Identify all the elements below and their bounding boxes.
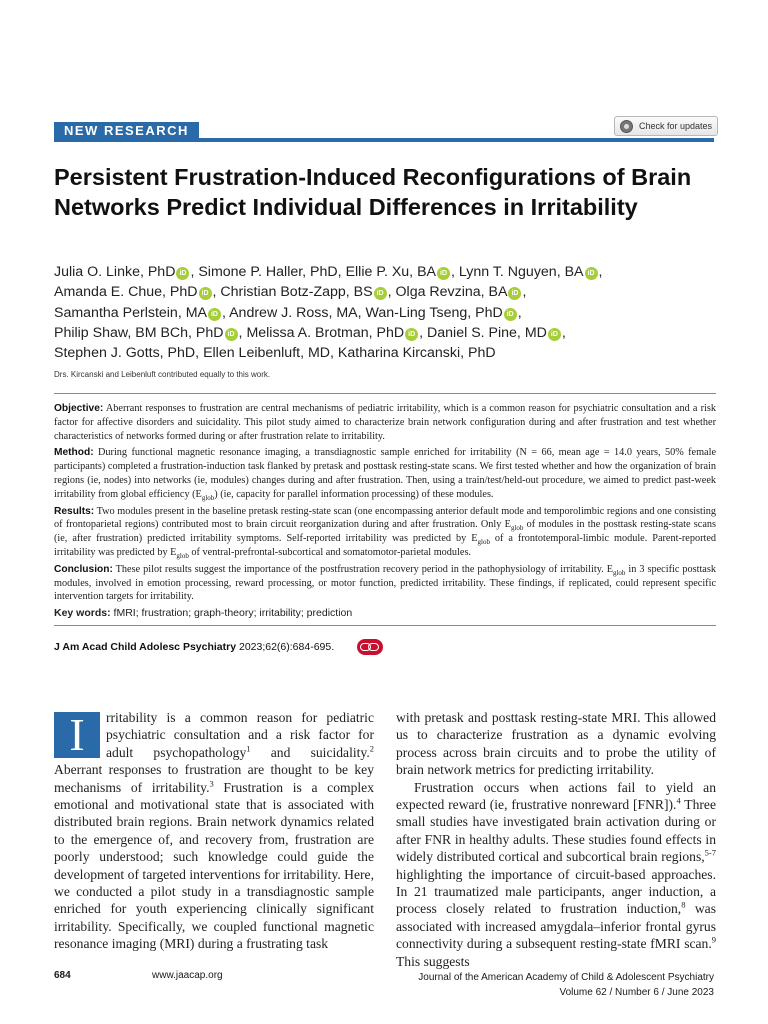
author-name: Wan-Ling Tseng, PhD [365, 304, 503, 321]
orcid-icon[interactable]: iD [199, 287, 212, 300]
orcid-icon[interactable]: iD [405, 328, 418, 341]
author-name: Amanda E. Chue, PhD [54, 284, 198, 301]
author-name: Andrew J. Ross, MA [229, 304, 358, 321]
author-name: Katharina Kircanski, PhD [337, 345, 496, 362]
orcid-icon[interactable]: iD [504, 308, 517, 321]
author-name: Samantha Perlstein, MA [54, 304, 207, 321]
drop-cap: I [54, 712, 100, 758]
author-name: Simone P. Haller, PhD [198, 264, 338, 280]
author-name: Ellen Leibenluft, MD [203, 345, 331, 362]
orcid-icon[interactable]: iD [508, 287, 521, 300]
journal-issue: Volume 62 / Number 6 / June 2023 [559, 987, 714, 998]
orcid-icon[interactable]: iD [208, 308, 221, 321]
section-tag: NEW RESEARCH [54, 122, 199, 140]
author-name: Melissa A. Brotman, PhD [246, 324, 405, 341]
body-column-left [54, 709, 374, 953]
article-title: Persistent Frustration-Induced Reconfigurations of Brain Networks Predict Individual Differences in Irritability [54, 164, 692, 220]
journal-footer [418, 970, 714, 1000]
author-name: Stephen J. Gotts, PhD [54, 345, 196, 362]
abstract-keywords: Key words: fMRI; frustration; graph-theory; irritability; prediction [54, 607, 353, 620]
author-name: Ellie P. Xu, BA [345, 264, 436, 280]
journal-name: Journal of the American Academy of Child & Adolescent Psychiatry [418, 972, 714, 983]
contribution-note: Drs. Kircanski and Leibenluft contributed equally to this work. [54, 370, 271, 379]
orcid-icon[interactable]: iD [548, 328, 561, 341]
body-paragraph: Frustration occurs when actions fail to yield an expected reward (ie, frustrative nonreward [FNR]).$^4$ Three small studies have investigated brain activation during or after FNR in healthy adults. These studies found effects in widely distributed cortical and subcortical brain regions,$^{5-7}$ highlighting the importance of circuit-based approaches. In 21 traumatized male participants, anger induction, a process closely related to frustration induction,$^8$ was associated with increased amygdala–inferior frontal gyrus connectivity during a subsequent resting-state fMRI scan.$^9$ This suggests [396, 779, 716, 969]
refresh-icon [620, 120, 633, 133]
check-for-updates-label: Check for updates [639, 121, 713, 131]
body-paragraph: with pretask and posttask resting-state MRI. This allowed us to characterize frustration as a dynamic evolving process across brain circuits and to probe the utility of brain network metrics for predicting irritability. [396, 710, 716, 778]
author-name: Lynn T. Nguyen, BA [458, 264, 584, 280]
citation: J Am Acad Child Adolesc Psychiatry 2023;62(6):684-695. [54, 641, 335, 653]
author-name: Philip Shaw, BM BCh, PhD [54, 324, 224, 341]
author-name: Daniel S. Pine, MD [427, 324, 547, 341]
abstract-method: Method: During functional magnetic resonance imaging, a transdiagnostic sample enriched for irritability (N = 66, mean age = 14.0 years, 50% female participants) completed a frustration-induction task flanked by pretask and posttask resting-state scans. We first tested whether and how the organization of brain regions (ie, nodes) into networks (ie, modules) changes during and after frustration. Then, using a train/test/held-out procedure, we aimed to predict past-week irritability from global efficiency $(E_{glob})$ (ie, capacity for parallel information processing) of these modules. [54, 447, 717, 502]
check-for-updates-button[interactable] [614, 116, 718, 136]
author-name: Olga Revzina, BA [395, 284, 508, 301]
orcid-icon[interactable]: iD [225, 328, 238, 341]
abstract-results: Results: Two modules present in the baseline pretask resting-state scan (one encompassing anterior default mode and temporolimbic regions and one consisting of frontoparietal regions) contributed most to brain circuit reorganization during and after frustration. Only $E_{glob}$ of modules in the posttask resting-state scans (ie, after frustration) predicted irritability symptoms. Self-reported irritability was predicted by $E_{glob}$ of a frontotemporal-limbic module. Parent-reported irritability was predicted by $E_{glob}$ of ventral-prefrontal-subcortical and somatomotor-parietal modules. [54, 505, 717, 561]
link-chain-icon[interactable] [357, 639, 383, 655]
body-paragraph: rritability is a common reason for pediatric psychiatric consultation and a risk factor for adult psychopathology$^1$ and suicidality.$^2$ Aberrant responses to frustration are thought to be key mechanisms of irritability.$^3$ Frustration is a complex emotional and motivational state that is associated with distributed brain regions. Brain network dynamics related to the emergence of, and recovery from, frustration are poorly understood; such knowledge could guide the development of targeted interventions for irritability. Here, we conducted a pilot study in a transdiagnostic sample enriched for youth experiencing clinically significant irritability. Specifically, we coupled functional magnetic resonance imaging (MRI) during a frustrating task [54, 710, 374, 952]
orcid-icon[interactable]: iD [585, 267, 598, 280]
abstract-objective: Objective: Aberrant responses to frustration are central mechanisms of pediatric irritability, which is a common reason for psychiatric consultation and a risk factor for affective disorders and suicidality. This pilot study aimed to characterize brain network configuration during and after frustration and test whether characteristics of networks formed during or after frustration relate to irritability. [54, 403, 716, 442]
abstract [54, 393, 716, 626]
orcid-icon[interactable]: iD [437, 267, 450, 280]
journal-url[interactable]: www.jaacap.org [152, 970, 223, 981]
author-name: Christian Botz-Zapp, BS [220, 284, 373, 301]
page-number: 684 [54, 970, 71, 981]
abstract-conclusion: Conclusion: These pilot results suggest the importance of the postfrustration recovery period in the pathophysiology of irritability. $E_{glob}$ in 3 specific posttask modules, involved in emotion processing, reward processing, or motor function, predicted irritability. These findings, if replicated, could represent specific intervention targets for irritability. [54, 563, 716, 603]
author-list: Julia O. Linke, PhD iD , Simone P. Haller, PhD, Ellie P. Xu, BA iD , Lynn T. Nguyen, BA iD , Amanda E. Chue, PhD iD , Christian Botz-Zapp, BS iD , Olga Revzina, BA iD , Samantha Perlstein, MA iD , Andrew J. Ross, MA, Wan-Ling Tseng, PhD iD , Philip Shaw, BM BCh, PhD iD , Melissa A. Brotman, PhD iD , Daniel S. Pine, MD iD , Stephen J. Gotts, PhD, Ellen Leibenluft, MD, Katharina Kircanski, PhD [54, 264, 603, 362]
orcid-icon[interactable]: iD [176, 267, 189, 280]
orcid-icon[interactable]: iD [374, 287, 387, 300]
author-name: Julia O. Linke, PhD [54, 264, 176, 280]
body-column-right [396, 709, 716, 970]
